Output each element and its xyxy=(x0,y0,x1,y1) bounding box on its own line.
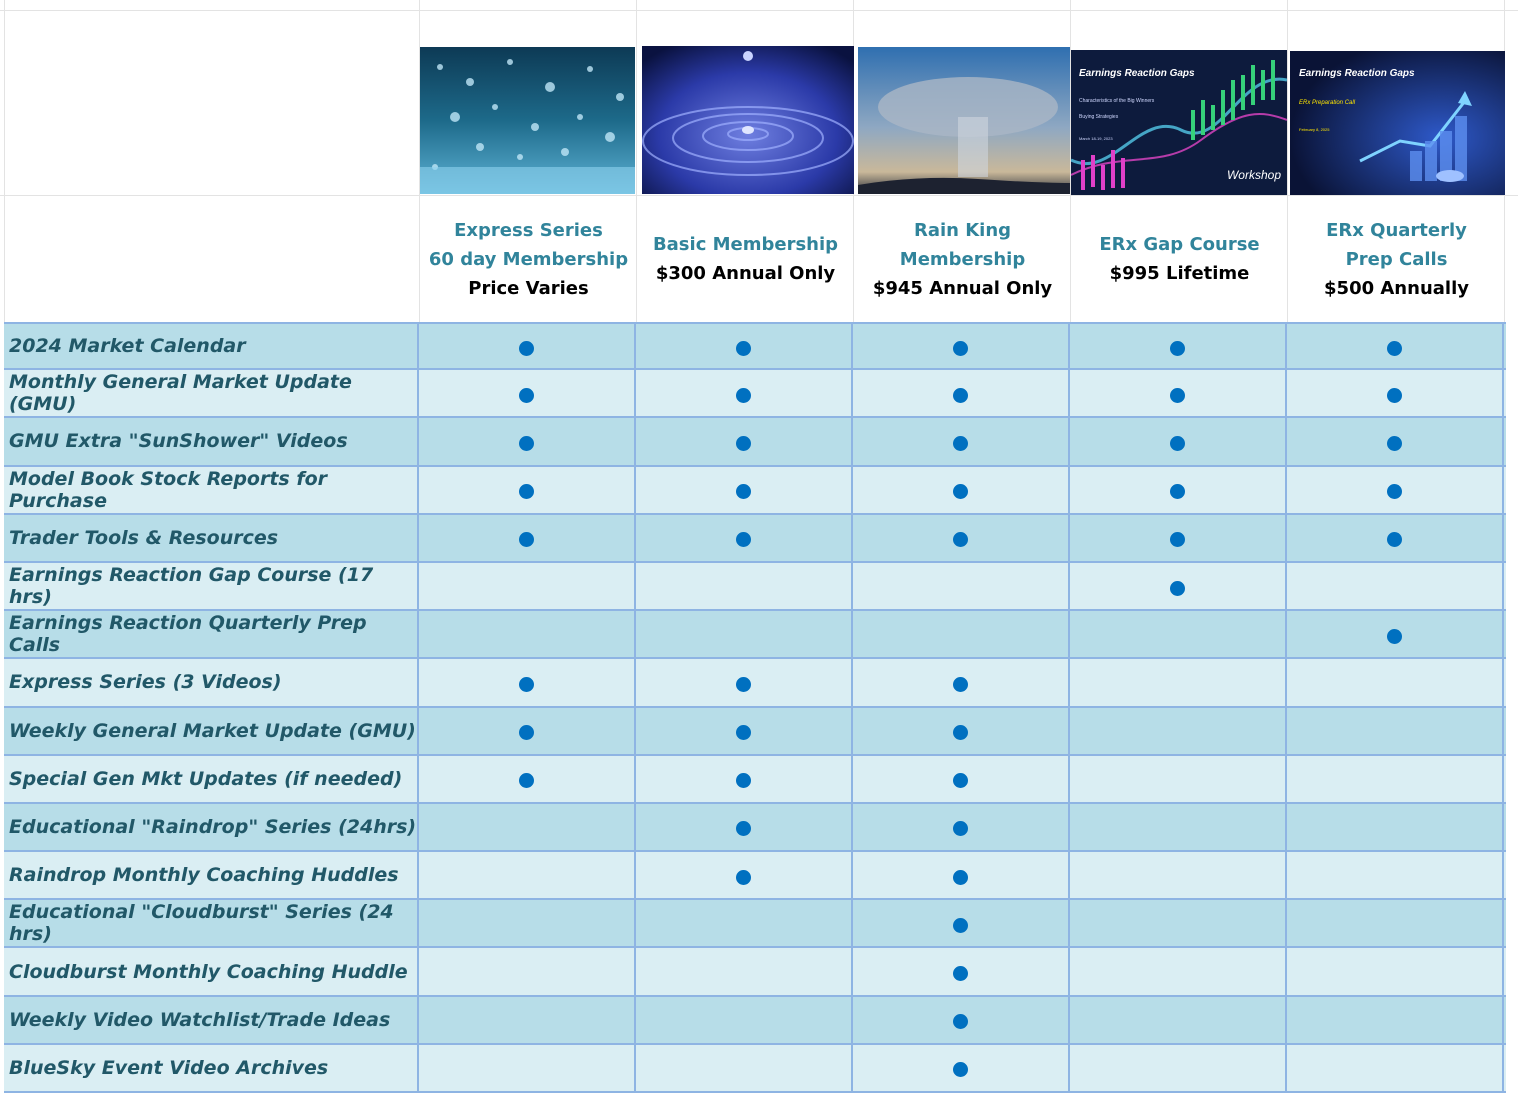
table-cell xyxy=(853,659,1070,705)
table-cell xyxy=(419,997,636,1043)
table-cell xyxy=(419,708,636,754)
included-dot-icon xyxy=(1387,629,1402,644)
slide-line: March 18-19, 2023 xyxy=(1079,136,1113,141)
slide-line: Characteristics of the Big Winners xyxy=(1079,98,1155,104)
plan-name: 60 day Membership xyxy=(428,248,629,270)
table-row xyxy=(4,370,1506,418)
table-cell xyxy=(1287,659,1504,705)
earnings-gap-workshop-slide xyxy=(1071,50,1287,195)
included-dot-icon xyxy=(953,341,968,356)
included-dot-icon xyxy=(736,773,751,788)
plan-header-basic xyxy=(637,196,854,322)
table-cell xyxy=(1070,900,1287,946)
included-dot-icon xyxy=(736,388,751,403)
table-cell xyxy=(636,370,853,416)
table-cell xyxy=(1070,1045,1287,1091)
included-dot-icon xyxy=(1170,436,1185,451)
included-dot-icon xyxy=(519,725,534,740)
included-dot-icon xyxy=(953,918,968,933)
table-row xyxy=(4,852,1506,900)
plan-header-rain-king xyxy=(854,196,1071,322)
table-cell xyxy=(1070,611,1287,657)
feature-label: Model Book Stock Reports for Purchase xyxy=(4,467,419,513)
table-cell xyxy=(853,852,1070,898)
included-dot-icon xyxy=(953,436,968,451)
table-cell xyxy=(853,900,1070,946)
table-cell xyxy=(419,852,636,898)
included-dot-icon xyxy=(1170,484,1185,499)
table-cell xyxy=(853,1045,1070,1091)
table-cell xyxy=(853,804,1070,850)
included-dot-icon xyxy=(1170,581,1185,596)
feature-label: Cloudburst Monthly Coaching Huddle xyxy=(4,948,419,994)
table-cell xyxy=(853,370,1070,416)
table-cell xyxy=(853,563,1070,609)
table-cell xyxy=(419,515,636,561)
plan-price: Price Varies xyxy=(468,277,589,299)
feature-label: Earnings Reaction Quarterly Prep Calls xyxy=(4,611,419,657)
included-dot-icon xyxy=(519,341,534,356)
slide-title: Earnings Reaction Gaps xyxy=(1299,68,1415,79)
included-dot-icon xyxy=(519,677,534,692)
feature-label: Monthly General Market Update (GMU) xyxy=(4,370,419,416)
slide-badge: Workshop xyxy=(1226,168,1281,182)
table-cell xyxy=(1070,997,1287,1043)
table-cell xyxy=(636,611,853,657)
table-row xyxy=(4,997,1506,1045)
table-cell xyxy=(1070,948,1287,994)
table-cell xyxy=(1070,756,1287,802)
table-row xyxy=(4,708,1506,756)
table-cell xyxy=(1287,997,1504,1043)
table-cell xyxy=(636,804,853,850)
included-dot-icon xyxy=(1387,341,1402,356)
plan-header-erx-quarterly xyxy=(1288,196,1505,322)
table-cell xyxy=(1070,515,1287,561)
plan-price: $300 Annual Only xyxy=(655,263,836,284)
table-row xyxy=(4,467,1506,515)
table-cell xyxy=(636,1045,853,1091)
table-row xyxy=(4,611,1506,659)
included-dot-icon xyxy=(736,725,751,740)
table-cell xyxy=(1070,659,1287,705)
included-dot-icon xyxy=(736,341,751,356)
plan-price: $945 Annual Only xyxy=(872,277,1053,299)
included-dot-icon xyxy=(736,677,751,692)
included-dot-icon xyxy=(519,484,534,499)
included-dot-icon xyxy=(1387,484,1402,499)
table-cell xyxy=(636,467,853,513)
table-cell xyxy=(1287,900,1504,946)
table-cell xyxy=(419,611,636,657)
included-dot-icon xyxy=(736,484,751,499)
table-cell xyxy=(419,467,636,513)
included-dot-icon xyxy=(736,532,751,547)
included-dot-icon xyxy=(953,966,968,981)
table-cell xyxy=(1287,418,1504,464)
table-cell xyxy=(853,418,1070,464)
feature-label: Earnings Reaction Gap Course (17 hrs) xyxy=(4,563,419,609)
table-cell xyxy=(1287,852,1504,898)
plan-name: Rain King Membership xyxy=(899,219,1026,270)
slide-line: Buying Strategies xyxy=(1079,114,1119,120)
table-cell xyxy=(419,418,636,464)
included-dot-icon xyxy=(519,436,534,451)
feature-label: Trader Tools & Resources xyxy=(4,515,419,561)
included-dot-icon xyxy=(953,1014,968,1029)
table-cell xyxy=(1287,324,1504,368)
table-cell xyxy=(1070,324,1287,368)
table-cell xyxy=(636,515,853,561)
included-dot-icon xyxy=(953,725,968,740)
table-cell xyxy=(1070,708,1287,754)
table-cell xyxy=(1287,1045,1504,1091)
included-dot-icon xyxy=(1387,388,1402,403)
table-row xyxy=(4,1045,1506,1093)
table-cell xyxy=(853,515,1070,561)
slide-line: February 8, 2025 xyxy=(1299,127,1330,132)
table-cell xyxy=(636,563,853,609)
table-cell xyxy=(1287,370,1504,416)
plan-price: $995 Lifetime xyxy=(1109,263,1250,284)
table-cell xyxy=(1070,852,1287,898)
table-cell xyxy=(419,756,636,802)
included-dot-icon xyxy=(1387,436,1402,451)
table-cell xyxy=(853,997,1070,1043)
table-row xyxy=(4,659,1506,707)
included-dot-icon xyxy=(1387,532,1402,547)
included-dot-icon xyxy=(519,532,534,547)
feature-label: Express Series (3 Videos) xyxy=(4,659,419,705)
plan-name: ERx Quarterly xyxy=(1326,219,1467,241)
table-cell xyxy=(1287,563,1504,609)
table-cell xyxy=(1287,948,1504,994)
included-dot-icon xyxy=(953,821,968,836)
plan-name: ERx Gap Course xyxy=(1099,234,1260,255)
included-dot-icon xyxy=(953,1062,968,1077)
included-dot-icon xyxy=(953,677,968,692)
table-cell xyxy=(419,900,636,946)
table-cell xyxy=(853,324,1070,368)
table-cell xyxy=(1287,708,1504,754)
table-cell xyxy=(636,900,853,946)
feature-comparison-table xyxy=(4,322,1506,1093)
table-row xyxy=(4,756,1506,804)
included-dot-icon xyxy=(1170,341,1185,356)
plan-name: Express Series xyxy=(454,219,603,241)
table-cell xyxy=(419,324,636,368)
included-dot-icon xyxy=(953,773,968,788)
table-row xyxy=(4,418,1506,466)
included-dot-icon xyxy=(953,532,968,547)
table-cell xyxy=(1287,611,1504,657)
table-cell xyxy=(1287,804,1504,850)
table-row xyxy=(4,948,1506,996)
feature-label: BlueSky Event Video Archives xyxy=(4,1045,419,1091)
table-cell xyxy=(1070,804,1287,850)
table-row xyxy=(4,804,1506,852)
table-cell xyxy=(419,659,636,705)
table-cell xyxy=(636,852,853,898)
feature-label: Raindrop Monthly Coaching Huddles xyxy=(4,852,419,898)
table-cell xyxy=(853,948,1070,994)
table-row xyxy=(4,322,1506,370)
plan-header-express xyxy=(420,196,637,322)
included-dot-icon xyxy=(519,388,534,403)
table-cell xyxy=(636,948,853,994)
table-cell xyxy=(636,324,853,368)
plan-price: $500 Annually xyxy=(1324,277,1469,299)
slide-title: Earnings Reaction Gaps xyxy=(1079,68,1195,79)
table-cell xyxy=(419,1045,636,1091)
included-dot-icon xyxy=(736,870,751,885)
feature-label: Educational "Cloudburst" Series (24 hrs) xyxy=(4,900,419,946)
table-cell xyxy=(636,756,853,802)
feature-label: Educational "Raindrop" Series (24hrs) xyxy=(4,804,419,850)
table-cell xyxy=(1070,563,1287,609)
included-dot-icon xyxy=(953,870,968,885)
table-cell xyxy=(853,467,1070,513)
rain-cloud-image xyxy=(858,47,1070,194)
erx-prep-call-slide xyxy=(1290,51,1505,195)
table-cell xyxy=(853,756,1070,802)
plan-header-erx-gap xyxy=(1071,196,1288,322)
feature-label: GMU Extra "SunShower" Videos xyxy=(4,418,419,464)
feature-label: Weekly Video Watchlist/Trade Ideas xyxy=(4,997,419,1043)
feature-label: Weekly General Market Update (GMU) xyxy=(4,708,419,754)
table-row xyxy=(4,563,1506,611)
water-droplet-ripple-image xyxy=(642,46,854,194)
feature-label: 2024 Market Calendar xyxy=(4,324,419,368)
included-dot-icon xyxy=(953,484,968,499)
table-cell xyxy=(636,659,853,705)
table-cell xyxy=(1070,370,1287,416)
table-cell xyxy=(419,563,636,609)
included-dot-icon xyxy=(1170,532,1185,547)
included-dot-icon xyxy=(1170,388,1185,403)
plan-name: Basic Membership xyxy=(652,234,839,255)
table-cell xyxy=(419,948,636,994)
plan-name: Prep Calls xyxy=(1345,248,1448,270)
included-dot-icon xyxy=(519,773,534,788)
table-cell xyxy=(853,708,1070,754)
rain-drops-image xyxy=(420,47,635,194)
table-row xyxy=(4,515,1506,563)
included-dot-icon xyxy=(736,436,751,451)
table-cell xyxy=(1070,418,1287,464)
slide-line: ERx Preparation Call xyxy=(1299,100,1356,106)
table-cell xyxy=(853,611,1070,657)
included-dot-icon xyxy=(736,821,751,836)
table-cell xyxy=(636,708,853,754)
table-cell xyxy=(1070,467,1287,513)
included-dot-icon xyxy=(953,388,968,403)
table-cell xyxy=(419,804,636,850)
table-cell xyxy=(1287,515,1504,561)
table-cell xyxy=(1287,467,1504,513)
table-cell xyxy=(636,997,853,1043)
table-row xyxy=(4,900,1506,948)
table-cell xyxy=(636,418,853,464)
table-cell xyxy=(419,370,636,416)
feature-label: Special Gen Mkt Updates (if needed) xyxy=(4,756,419,802)
table-cell xyxy=(1287,756,1504,802)
